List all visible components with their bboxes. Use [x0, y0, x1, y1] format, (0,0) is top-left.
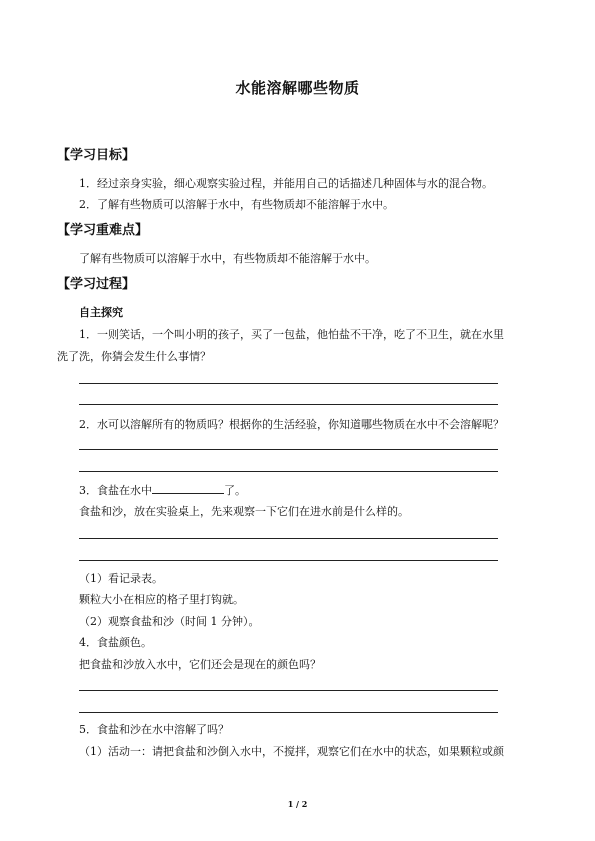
page-number: 1 / 2	[287, 799, 308, 809]
answer-line	[79, 690, 498, 691]
question-3-text: 食盐和沙，放在实验桌上，先来观察一下它们在进水前是什么样的。	[79, 505, 409, 518]
answer-line	[79, 712, 498, 713]
question-4: 4．食盐颜色。	[79, 636, 152, 649]
answer-line	[79, 471, 498, 472]
fill-in-blank	[152, 481, 224, 494]
answer-line	[79, 404, 498, 405]
goal-item-2: 2．了解有些物质可以溶解于水中，有些物质却不能溶解于水中。	[79, 198, 394, 211]
activity-1: （1）活动一：请把食盐和沙倒入水中，不搅拌，观察它们在水中的状态，如果颗粒或颜	[79, 745, 504, 758]
answer-line	[79, 383, 498, 384]
question-1-line-2: 洗了洗，你猜会发生什么事情？	[57, 350, 211, 363]
key-points-text: 了解有些物质可以溶解于水中，有些物质却不能溶解于水中。	[79, 252, 376, 265]
question-5: 5．食盐和沙在水中溶解了吗？	[79, 723, 229, 736]
question-3-suffix: 了。	[224, 484, 246, 497]
page-title: 水能溶解哪些物质	[235, 79, 360, 97]
section-heading-goals: 【学习目标】	[57, 148, 136, 163]
question-4-text: 把食盐和沙放入水中，它们还会是现在的颜色吗？	[79, 658, 321, 671]
section-heading-key-points: 【学习重难点】	[57, 223, 149, 238]
section-heading-process: 【学习过程】	[57, 277, 136, 292]
step-1-text: 颗粒大小在相应的格子里打钩就。	[79, 593, 244, 606]
question-3	[79, 481, 246, 498]
question-3-prefix: 3．食盐在水中	[79, 484, 152, 497]
answer-line	[79, 449, 498, 450]
answer-line	[79, 560, 498, 561]
step-2: （2）观察食盐和沙（时间 1 分钟）。	[79, 615, 260, 628]
question-2: 2．水可以溶解所有的物质吗？根据你的生活经验，你知道哪些物质在水中不会溶解呢？	[79, 418, 504, 431]
step-1: （1）看记录表。	[79, 572, 163, 585]
goal-item-1: 1．经过亲身实验，细心观察实验过程，并能用自己的话描述几种固体与水的混合物。	[79, 177, 493, 190]
question-1-line-1: 1．一则笑话，一个叫小明的孩子，买了一包盐，他怕盐不干净，吃了不卫生，就在水里	[79, 328, 504, 341]
answer-line	[79, 538, 498, 539]
subheading-self-explore: 自主探究	[79, 306, 123, 319]
